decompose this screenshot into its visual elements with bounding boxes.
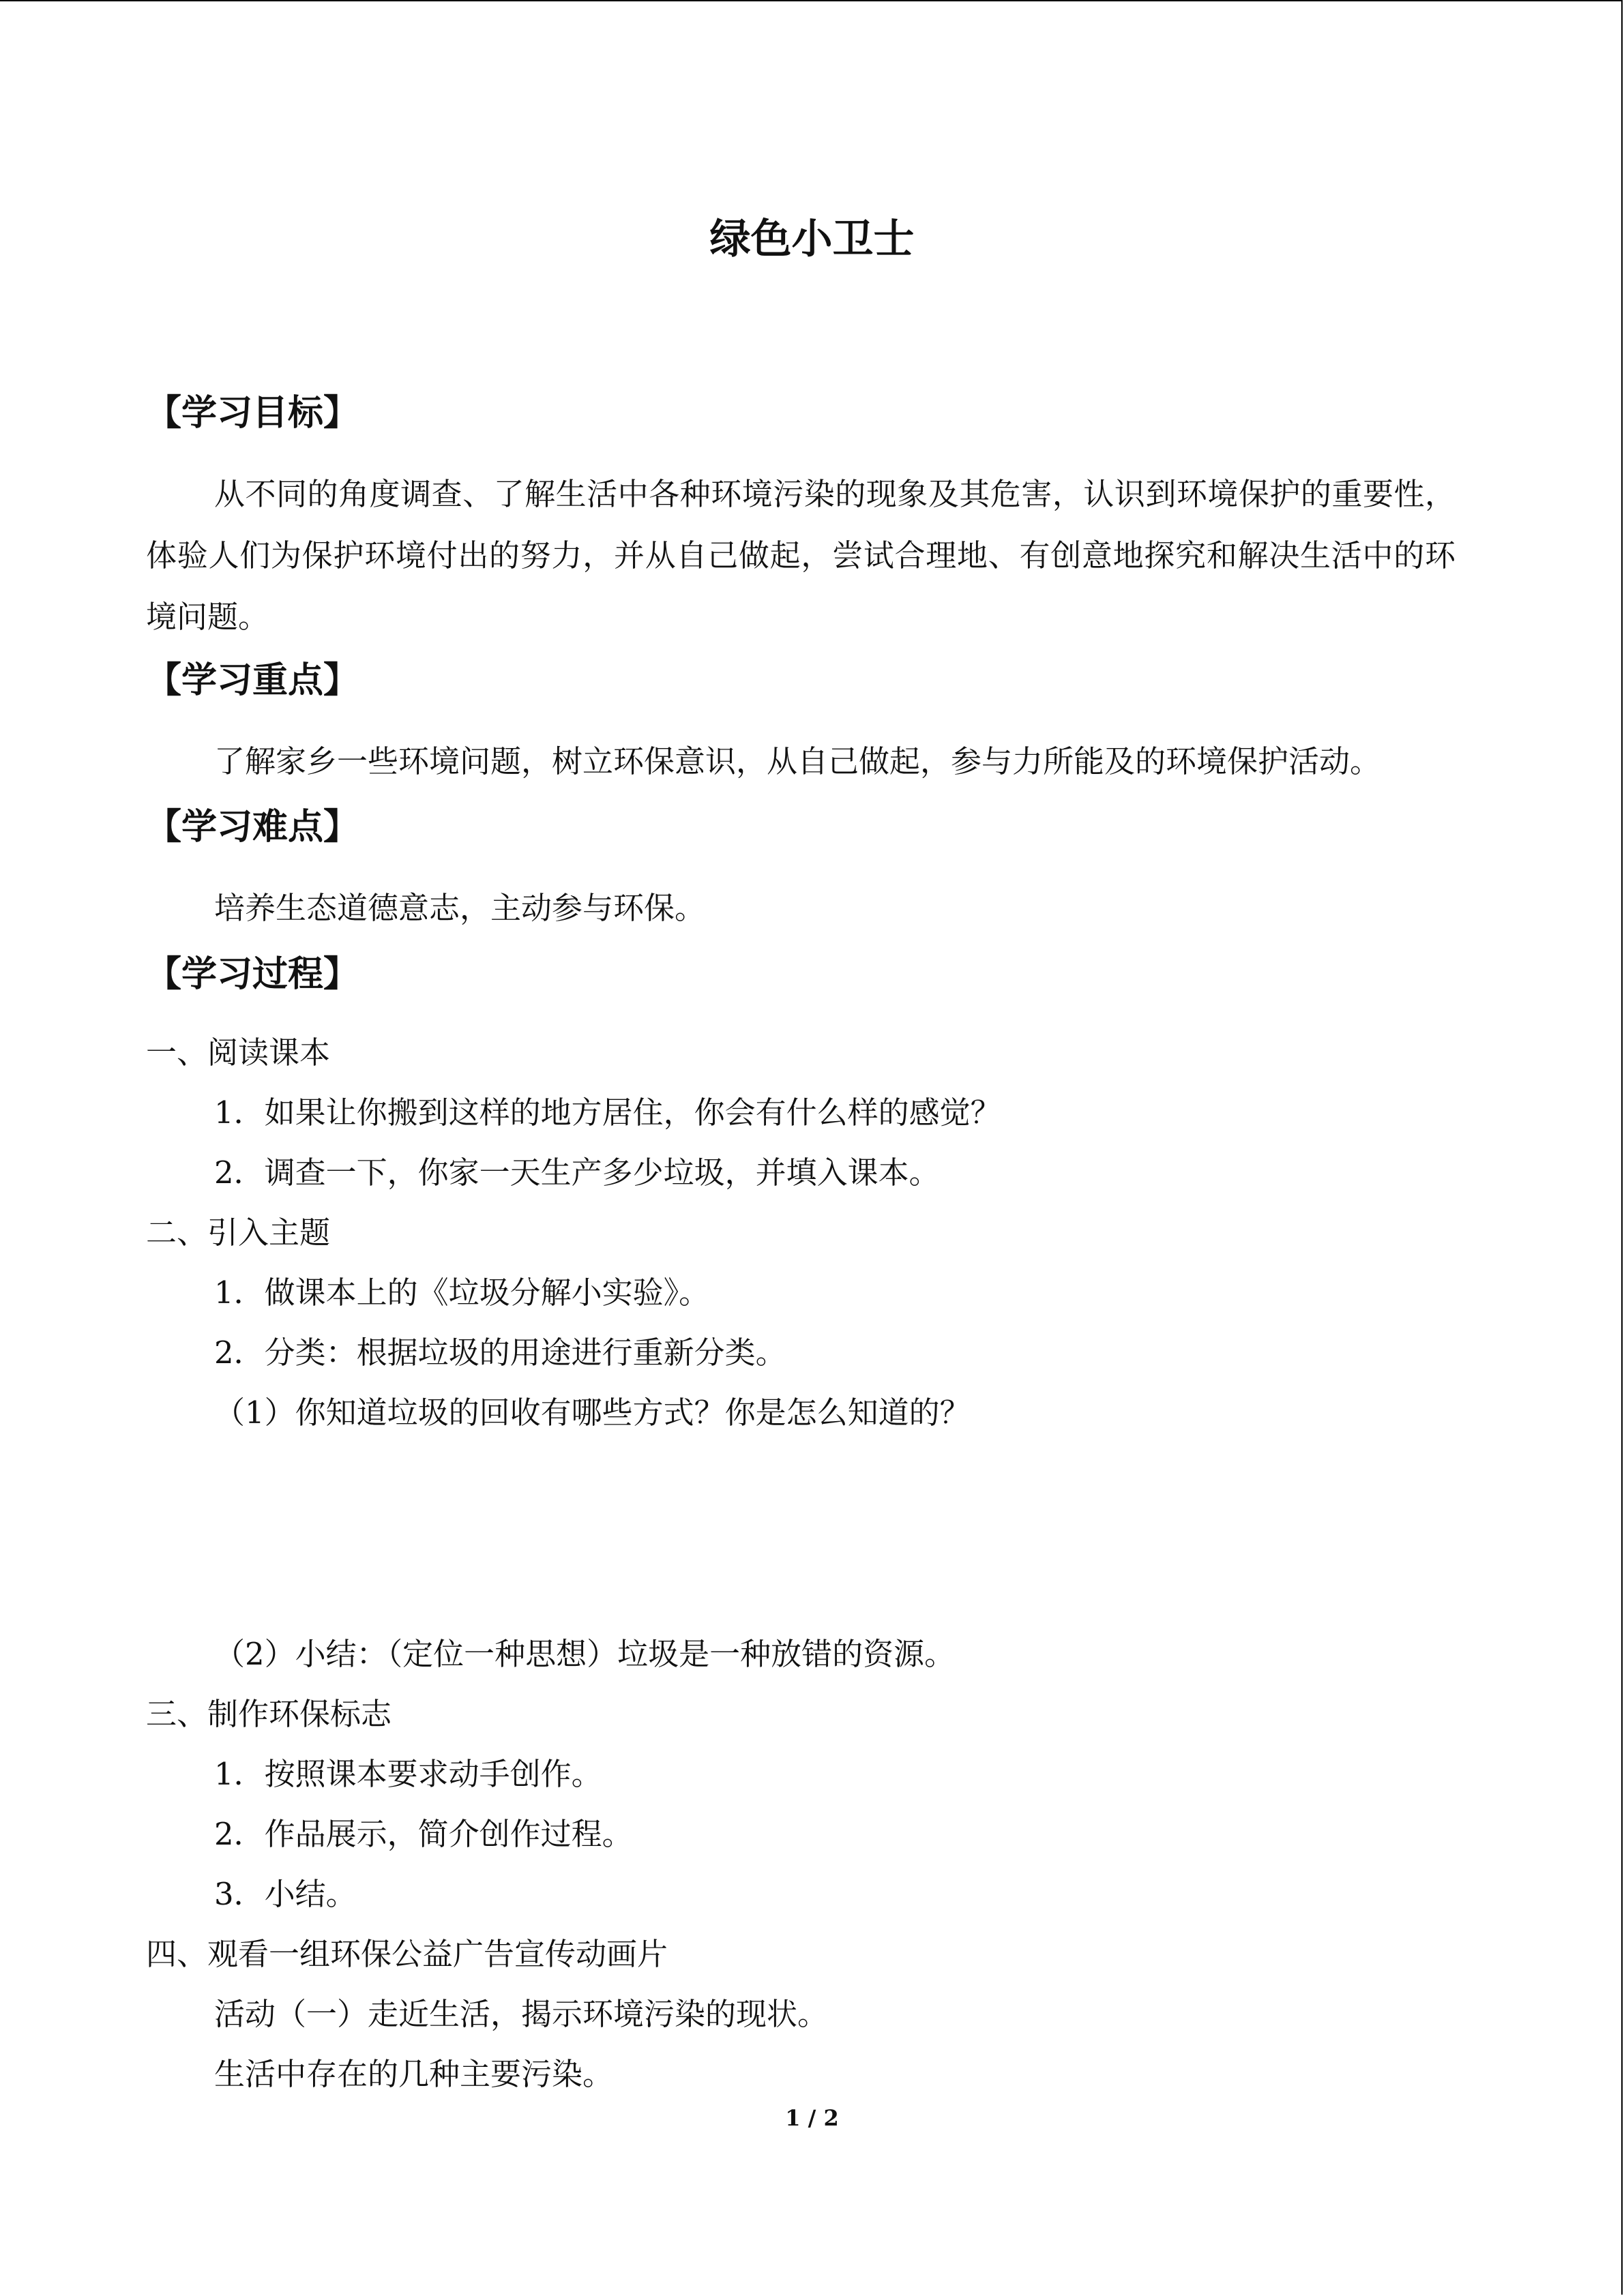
page-number: 1 / 2 — [785, 2105, 839, 2131]
part2-title: 二、引入主题 — [146, 1214, 331, 1251]
key-points-text: 了解家乡一些环境问题，树立环保意识，从自己做起，参与力所能及的环境保护活动。 — [214, 743, 1381, 779]
part3-item-3: 3．小结。 — [214, 1876, 357, 1912]
part1-item-2: 2．调查一下，你家一天生产多少垃圾，并填入课本。 — [214, 1154, 940, 1191]
heading-key-points: 【学习重点】 — [146, 660, 359, 701]
heading-difficulties: 【学习难点】 — [146, 807, 359, 848]
part3-title: 三、制作环保标志 — [146, 1696, 392, 1732]
part1-title: 一、阅读课本 — [146, 1034, 331, 1071]
part2-item-2: 2．分类：根据垃圾的用途进行重新分类。 — [214, 1335, 786, 1371]
part3-item-1: 1．按照课本要求动手创作。 — [214, 1756, 602, 1792]
heading-process: 【学习过程】 — [146, 954, 359, 995]
part2-item-1: 1．做课本上的《垃圾分解小实验》。 — [214, 1274, 710, 1311]
page-title: 绿色小卫士 — [709, 215, 915, 263]
part3-item-2: 2．作品展示，简介创作过程。 — [214, 1816, 633, 1852]
difficulties-text: 培养生态道德意志，主动参与环保。 — [214, 890, 706, 926]
part2-sub-1: （1）你知道垃圾的回收有哪些方式？你是怎么知道的？ — [214, 1395, 971, 1431]
part1-item-1: 1．如果让你搬到这样的地方居住，你会有什么样的感觉？ — [214, 1094, 1001, 1131]
part4-title: 四、观看一组环保公益广告宣传动画片 — [146, 1936, 668, 1972]
heading-objectives: 【学习目标】 — [146, 393, 359, 434]
part4-text: 生活中存在的几种主要污染。 — [214, 2056, 614, 2092]
part2-sub-2: （2）小结：（定位一种思想）垃圾是一种放错的资源。 — [214, 1636, 956, 1672]
objectives-paragraph: 从不同的角度调查、了解生活中各种环境污染的现象及其危害，认识到环境保护的重要性，体验人们为保护环境付出的努力，并从自己做起，尝试合理地、有创意地探究和解决生活中的环境问题。 — [146, 476, 1456, 635]
part4-activity: 活动（一）走近生活，揭示环境污染的现状。 — [214, 1996, 829, 2032]
